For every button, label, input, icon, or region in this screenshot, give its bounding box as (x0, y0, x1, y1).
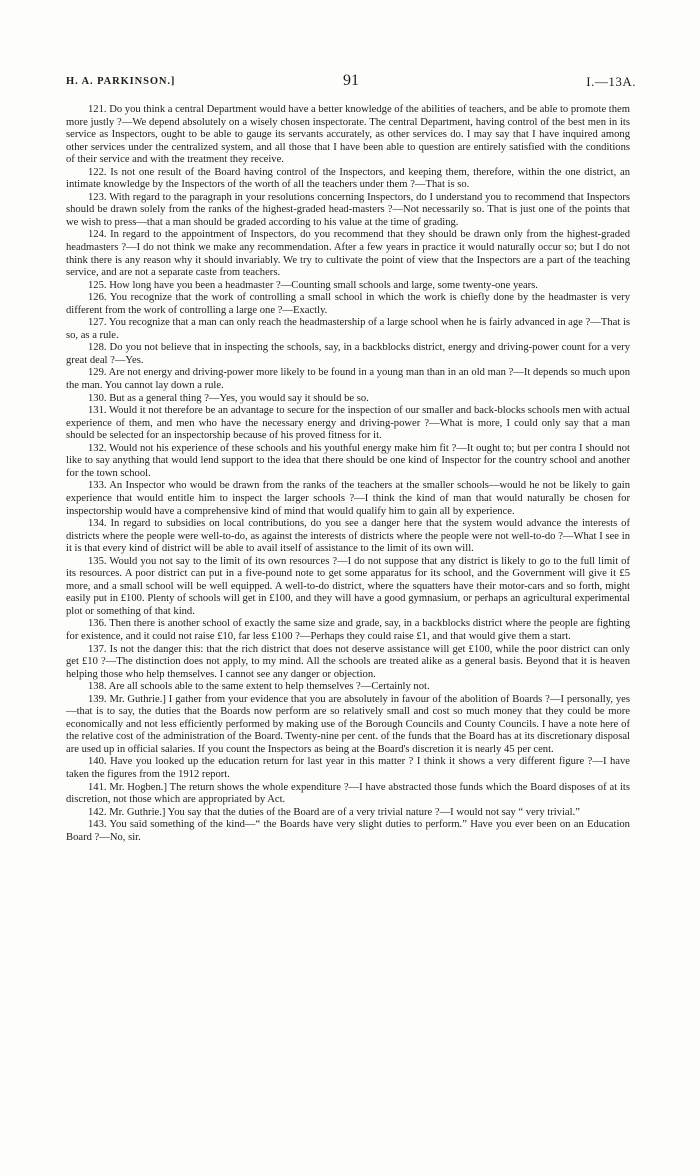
question-text: Would you not say to the limit of its own resources ?—I do not suppose that any district is likely to go to the full limit of its resources. A poor district can put in a five-pound note to get some apparatus for its school, and the Government will give it £5 more, and a small school will be well equipped. A well-to-do district, where the squatters have their motor-cars and so forth, might easily put in £100. Plenty of schools will get in £100, and they will have a good gymnasium, or perhaps an agricultural experimental plot or something of that kind. (66, 555, 630, 617)
question-paragraph (66, 317, 630, 342)
question-number: 136. (88, 618, 107, 630)
question-paragraph (66, 480, 630, 518)
evidence-text (66, 104, 630, 844)
question-text: Are not energy and driving-power more likely to be found in a young man than in an old man ?—It depends so much upon the man. You cannot lay down a rule. (66, 367, 630, 392)
question-number: 121. (88, 104, 107, 115)
question-text: Mr. Hogben.] The return shows the whole expenditure ?—I have abstracted those funds which the Board disposes of at its discretion, not those which are appropriated by Act. (66, 781, 630, 806)
question-text: Do you think a central Department would have a better knowledge of the abilities of teachers, and be able to promote them more justly ?—We depend absolutely on a wisely chosen inspectorate. The central Department, having control of the best men in its service as Inspectors, ought to be able to gauge its servants accurately, as other services do. I may say that I have inquired among other services under the centralized system, and all those that I have been able to question are entirely satisfied with the conditions of their service and with the treatment they receive. (66, 104, 630, 166)
question-paragraph (66, 342, 630, 367)
question-paragraph (66, 694, 630, 757)
question-paragraph (66, 104, 630, 167)
question-paragraph (66, 167, 630, 192)
question-number: 130. (88, 392, 107, 404)
question-text: In regard to the appointment of Inspectors, do you recommend that they should be drawn only from the highest-graded headmasters ?—I do not think we make any recommendation. After a few years in practice it would naturally occur so; but I do not think there is any reason why it should invariably. We try to cultivate the point of view that the Inspectors are a part of the teaching service, and are not a separate caste from teachers. (66, 229, 630, 279)
question-number: 134. (88, 518, 107, 530)
question-text: Are all schools able to the same extent to help themselves ?—Certainly not. (108, 681, 430, 693)
question-paragraph (66, 393, 630, 406)
question-number: 125. (88, 279, 107, 291)
question-text: Would it not therefore be an advantage to secure for the inspection of our smaller and back-blocks schools men with actual experience of them, and men who have the necessary energy and driving-power ?—What is more, I could only say that a man should be selected for an inspectorship because of his proved fitness for it. (66, 405, 630, 442)
question-number: 141. (88, 781, 107, 793)
question-text: Is not the danger this: that the rich district that does not deserve assistance will get £100, while the poor district can only get £10 ?—The distinction does not apply, to my mind. All the schools are treated alike as a general basis. Beyond that it is heaven helping those who help themselves. I cannot see any danger or objection. (66, 643, 630, 680)
question-paragraph (66, 618, 630, 643)
question-paragraph (66, 819, 630, 844)
question-paragraph (66, 367, 630, 392)
question-paragraph (66, 292, 630, 317)
question-text: You recognize that a man can only reach the headmastership of a large school when he is fairly advanced in age ?—That is so, as a rule. (66, 317, 631, 341)
question-text: You said something of the kind—“ the Boards have very slight duties to perform.” Have you ever been on an Education Board ?—No, sir. (66, 819, 630, 843)
question-number: 135. (88, 555, 107, 567)
question-paragraph (66, 192, 630, 230)
question-text: Is not one result of the Board having control of the Inspectors, and keeping them, therefore, within the one district, an intimate knowledge by the Inspectors of the worth of all the teachers under them ?—That is so. (66, 166, 630, 191)
question-number: 138. (88, 681, 107, 693)
question-paragraph (66, 280, 630, 293)
question-number: 142. (88, 806, 107, 818)
question-number: 132. (88, 442, 107, 454)
question-paragraph (66, 756, 630, 781)
question-text: In regard to subsidies on local contributions, do you see a danger here that the system would advance the interests of districts where the people were well-to-do, as against the interests of districts where the people were not well-to-do ?—What I see in it is that every kind of district will be able to avail itself of assistance to the limit of its own will. (66, 518, 630, 555)
question-paragraph (66, 782, 630, 807)
question-paragraph (66, 556, 630, 619)
witness-name: H. A. PARKINSON.] (66, 76, 176, 87)
question-number: 139. (88, 693, 107, 705)
question-text: Mr. Guthrie.] You say that the duties of the Board are of a very trivial nature ?—I would not say “ very trivial.” (109, 806, 580, 818)
question-number: 131. (88, 405, 107, 417)
question-text: An Inspector who would be drawn from the ranks of the teachers at the smaller schools—would he not be likely to gain experience that would entitle him to inspect the larger schools ?—I think the kind of man that would naturally be chosen for inspectorship would have a comprehensive kind of mind that would qualify him to gain all by experience. (66, 480, 630, 517)
question-number: 129. (88, 367, 107, 379)
question-number: 123. (88, 191, 107, 203)
question-text: Would not his experience of these schools and his youthful energy make him fit ?—It ought to; but per contra I should not like to say anything that would lend support to the idea that there should be one kind of Inspector for the country school and another for the town school. (66, 442, 630, 479)
question-paragraph (66, 229, 630, 279)
question-text: Then there is another school of exactly the same size and grade, say, in a backblocks district where the people are fighting for existence, and it could not raise £10, far less £100 ?—Perhaps they could raise £1, and that would give them a start. (66, 618, 630, 642)
question-text: With regard to the paragraph in your resolutions concerning Inspectors, do I understand you to recommend that Inspectors should be drawn solely from the ranks of the highest-graded head-masters ?—Not necessarily so. That is just one of the points that we wish to press—that a man should be graded according to his value at the time of grading. (66, 191, 630, 228)
question-paragraph (66, 644, 630, 682)
question-text: Mr. Guthrie.] I gather from your evidence that you are absolutely in favour of the abolition of Boards ?—I personally, yes—that is to say, the duties that the Boards now perform are so relatively small and cost so much money that they could be more economically and not less efficiently performed by making use of the Borough Councils and County Councils. I have a note here of the relative cost of the administration of the Board. Twenty-nine per cent. of the funds that the Board has at its discretionary disposal are used up in official salaries. If you count the Inspectors as being at the Board's discretion it is nearly 45 per cent. (66, 693, 631, 755)
question-number: 127. (88, 317, 107, 329)
question-number: 133. (88, 480, 107, 492)
question-paragraph (66, 807, 630, 820)
page-header (66, 72, 636, 94)
question-text: Have you looked up the education return for last year in this matter ? I think it shows a very different figure ?—I have taken the figures from the 1912 report. (66, 756, 630, 780)
question-number: 140. (88, 756, 107, 768)
question-paragraph (66, 681, 630, 694)
question-paragraph (66, 443, 630, 481)
question-text: But as a general thing ?—Yes, you would say it should be so. (109, 392, 369, 404)
question-number: 126. (88, 292, 107, 304)
question-text: You recognize that the work of controlling a small school in which the work is chiefly done by the headmaster is very different from the work of controlling a large one ?—Exactly. (66, 292, 630, 316)
page-number: 91 (343, 72, 359, 89)
question-text: Do you not believe that in inspecting the schools, say, in a backblocks district, energy and driving-power count for a very great deal ?—Yes. (66, 342, 630, 366)
document-reference: I.—13A. (586, 74, 636, 89)
question-number: 124. (88, 229, 107, 241)
question-paragraph (66, 405, 630, 443)
question-number: 143. (88, 819, 107, 831)
question-number: 137. (88, 643, 107, 655)
question-paragraph (66, 518, 630, 556)
question-number: 128. (88, 342, 107, 354)
question-text: How long have you been a headmaster ?—Counting small schools and large, some twenty-one years. (109, 279, 538, 291)
question-number: 122. (88, 166, 107, 178)
